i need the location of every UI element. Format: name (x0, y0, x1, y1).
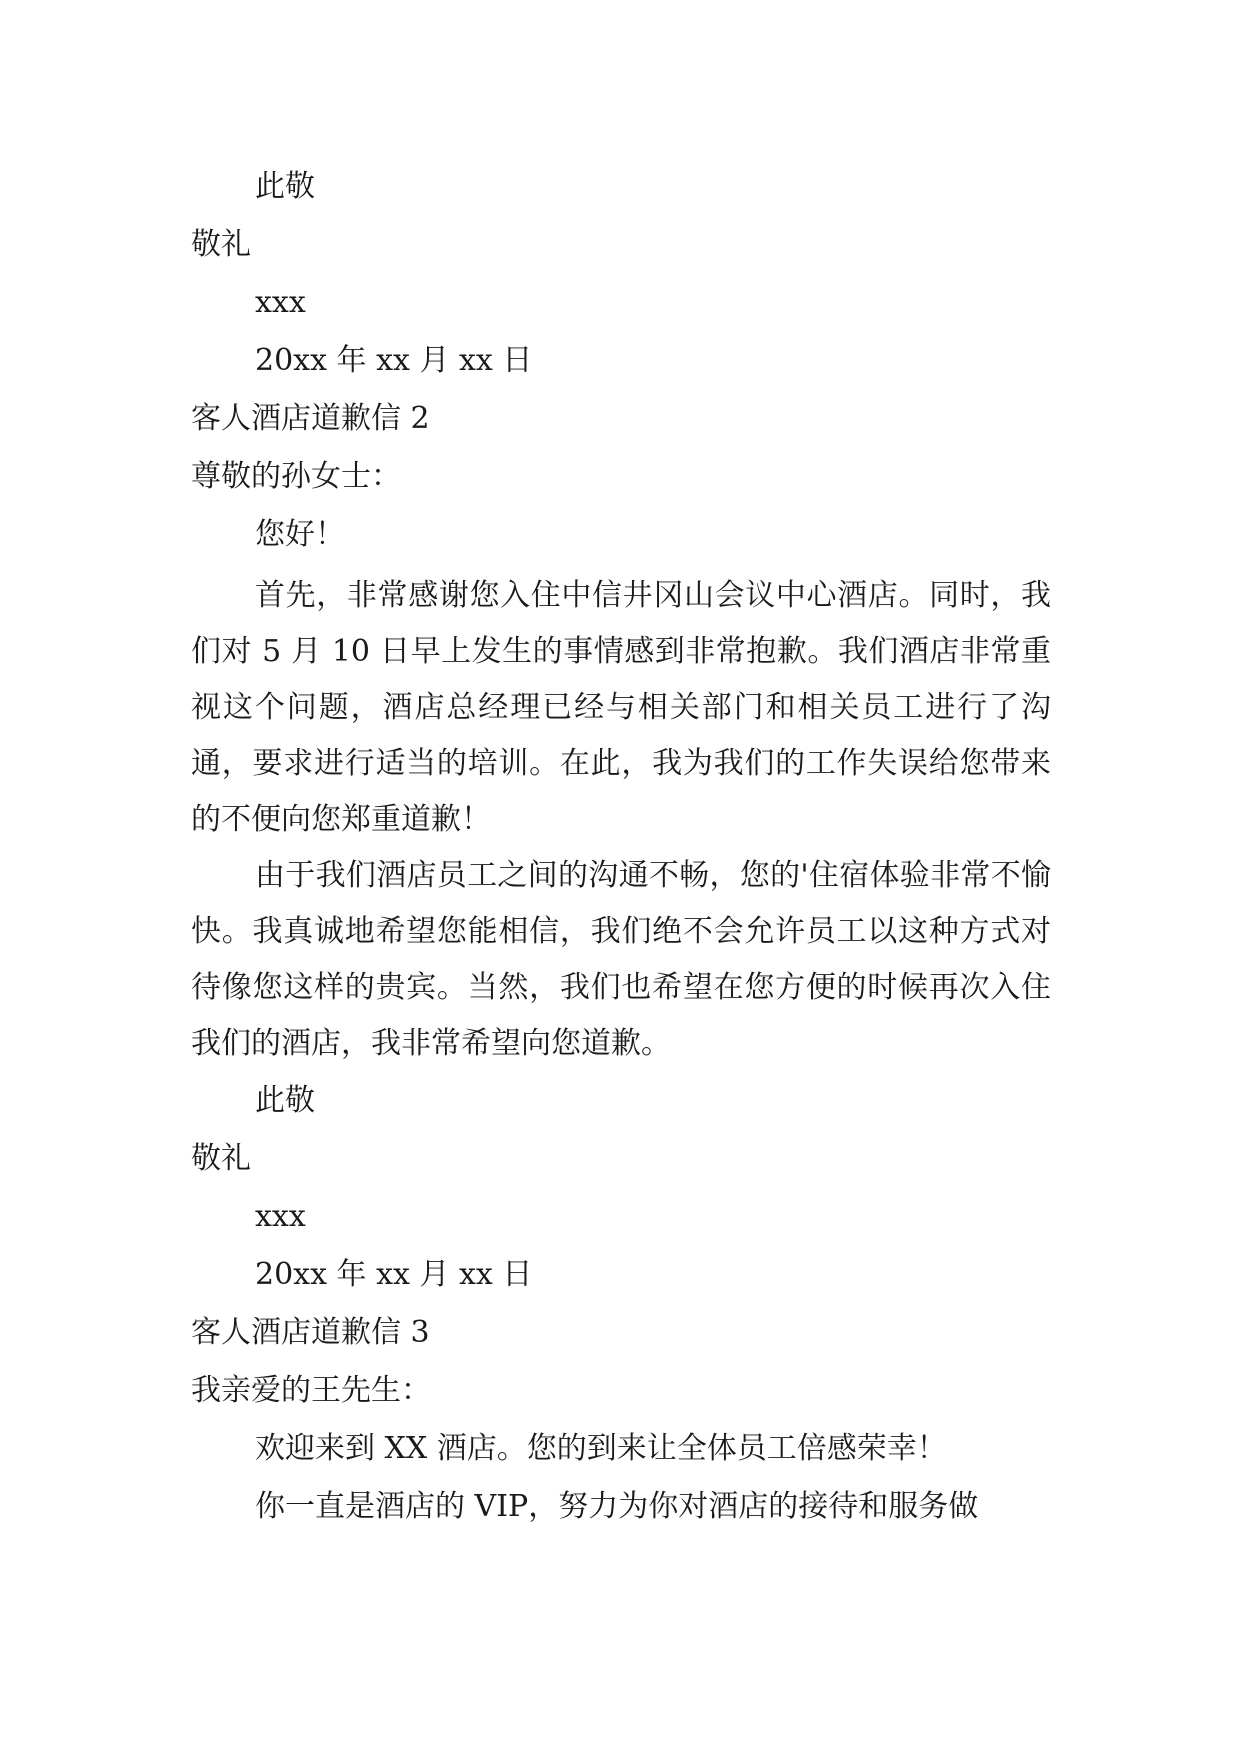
letter-date: 20xx 年 xx 月 xx 日 (255, 343, 533, 378)
body-paragraph: 首先，非常感谢您入住中信井冈山会议中心酒店。同时，我们对 5 月 10 日早上发生的事情感到非常抱歉。我们酒店非常重视这个问题，酒店总经理已经与相关部门和相关员工进行了沟通，要求进行适当的培训。在此，我为我们的工作失误给您带来的不便向您郑重道歉！ (191, 578, 1051, 837)
body-paragraph: 由于我们酒店员工之间的沟通不畅，您的'住宿体验非常不愉快。我真诚地希望您能相信，我们绝不会允许员工以这种方式对待像您这样的贵宾。当然，我们也希望在您方便的时候再次入住我们的酒店，我非常希望向您道歉。 (191, 858, 1051, 1061)
hello-line: 您好！ (255, 517, 345, 552)
closing-line: 此敬 (255, 169, 315, 204)
document-body (191, 158, 1051, 1536)
letter-date: 20xx 年 xx 月 xx 日 (255, 1257, 533, 1292)
body-paragraph: 欢迎来到 XX 酒店。您的到来让全体员工倍感荣幸！ (255, 1431, 947, 1466)
body-paragraph: 你一直是酒店的 VIP，努力为你对酒店的接待和服务做 (255, 1489, 979, 1524)
sender-name: xxx (255, 285, 306, 320)
letter-greeting: 尊敬的孙女士： (191, 459, 401, 494)
letter-title: 客人酒店道歉信 3 (191, 1315, 430, 1350)
letter-greeting: 我亲爱的王先生： (191, 1373, 431, 1408)
salutation-line: 敬礼 (191, 227, 251, 262)
sender-name: xxx (255, 1199, 306, 1234)
salutation-line: 敬礼 (191, 1141, 251, 1176)
closing-line: 此敬 (255, 1083, 315, 1118)
letter-title: 客人酒店道歉信 2 (191, 401, 430, 436)
